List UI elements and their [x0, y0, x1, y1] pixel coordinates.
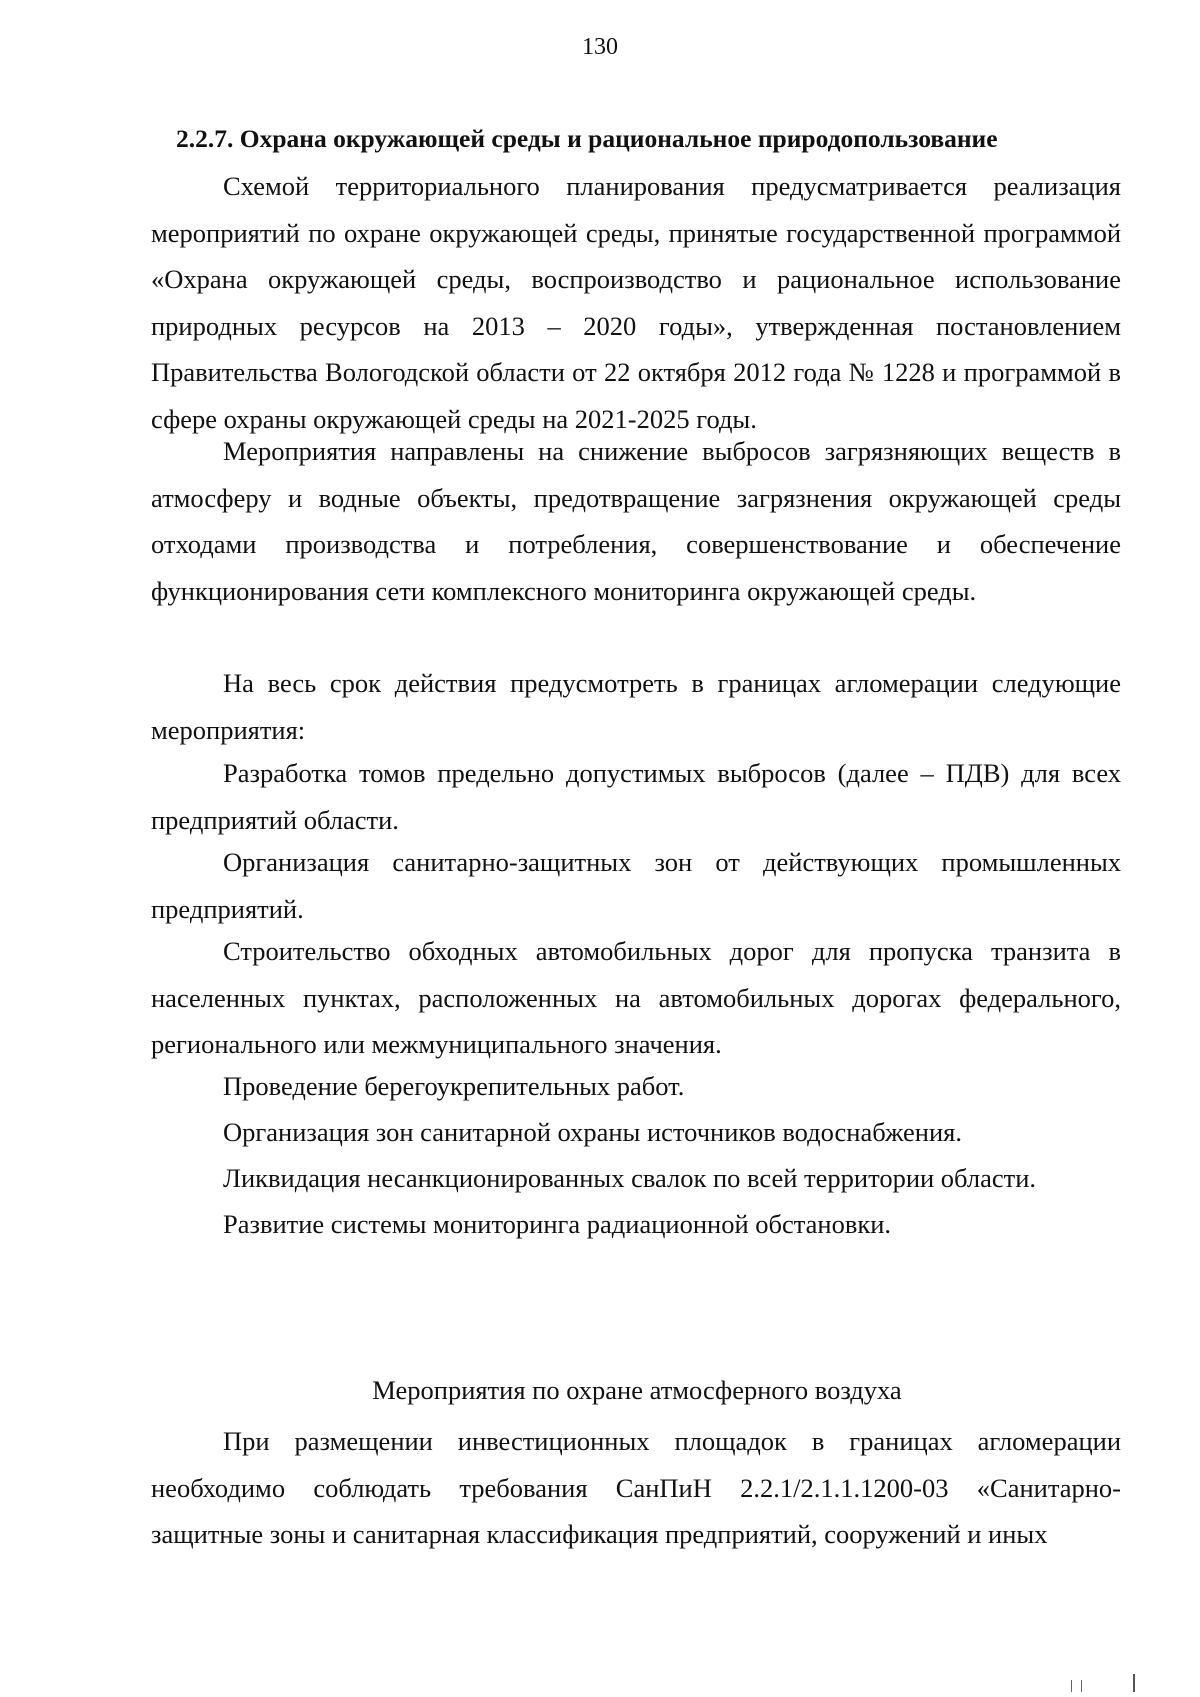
- paragraph-measures-lead: На весь срок действия предусмотреть в границах агломерации следующие мероприятия:: [151, 668, 1121, 745]
- subsection-heading: Мероприятия по охране атмосферного воздуха: [372, 1375, 902, 1405]
- page-number: 130: [582, 34, 618, 60]
- list-item-bank-protection: Проведение берегоукрепительных работ.: [223, 1071, 685, 1101]
- scan-artifact-mark: [1071, 1680, 1082, 1692]
- list-item-sanitary-zones: Организация санитарно-защитных зон от действующих промышленных предприятий.: [151, 847, 1121, 924]
- paragraph-measures-aims: Мероприятия направлены на снижение выбросов загрязняющих веществ в атмосферу и водные объекты, предотвращение загрязнения окружающей среды отходами производства и потребления, совершенствование и обеспечение функционирования сети комплексного мониторинга окружающей среды.: [151, 436, 1121, 606]
- list-item-radiation-monitoring: Развитие системы мониторинга радиационной обстановки.: [223, 1209, 892, 1239]
- scan-artifact-mark: [1133, 1674, 1135, 1692]
- list-item-pdv: Разработка томов предельно допустимых выбросов (далее – ПДВ) для всех предприятий области.: [151, 758, 1121, 835]
- paragraph-intro: Схемой территориального планирования предусматривается реализация мероприятий по охране окружающей среды, принятые государственной программой «Охрана окружающей среды, воспроизводство и рациональное использование природных ресурсов на 2013 – 2020 годы», утвержденная постановлением Правительства Вологодской области от 22 октября 2012 года № 1228 и программой в сфере охраны окружающей среды на 2021-2025 годы.: [151, 171, 1121, 434]
- paragraph-investment-sites: При размещении инвестиционных площадок в границах агломерации необходимо соблюдать требования СанПиН 2.2.1/2.1.1.1200-03 «Санитарно-защитные зоны и санитарная классификация предприятий, сооружений и иных: [151, 1426, 1121, 1549]
- list-item-water-protection: Организация зон санитарной охраны источников водоснабжения.: [223, 1117, 962, 1147]
- section-heading: 2.2.7. Охрана окружающей среды и рациональное природопользование: [176, 124, 998, 153]
- list-item-landfills: Ликвидация несанкционированных свалок по всей территории области.: [223, 1163, 1037, 1193]
- list-item-bypass-roads: Строительство обходных автомобильных дорог для пропуска транзита в населенных пунктах, расположенных на автомобильных дорогах федерального, регионального или межмуниципального значения.: [151, 936, 1121, 1059]
